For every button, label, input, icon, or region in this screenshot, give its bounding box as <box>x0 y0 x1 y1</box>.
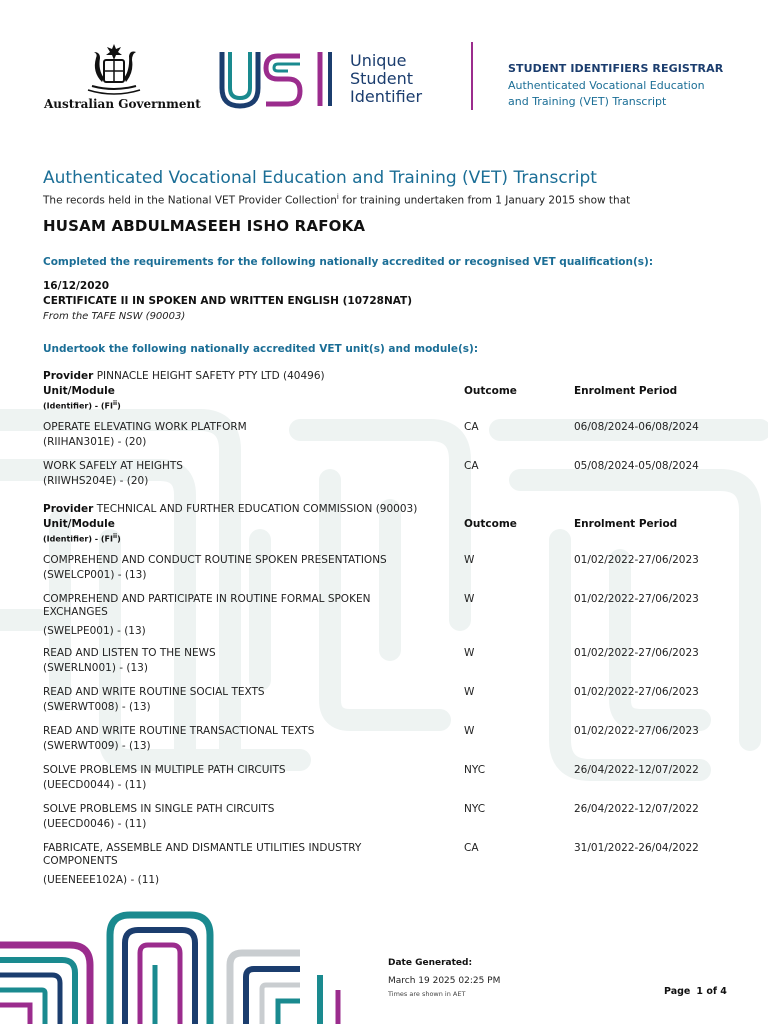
unit-identifier: (UEECD0044) - (11) <box>43 779 147 791</box>
unit-identifier: (SWELCP001) - (13) <box>43 569 147 581</box>
intro-after: for training undertaken from 1 January 2015 show that <box>338 194 631 207</box>
unit-outcome: W <box>464 593 475 605</box>
document-title: Authenticated Vocational Education and Training (VET) Transcript <box>43 168 597 188</box>
column-outcome-header: Outcome <box>464 518 517 530</box>
usi-word-2: Student <box>350 69 413 88</box>
unit-enrolment-period: 06/08/2024-06/08/2024 <box>574 421 699 433</box>
header-divider <box>471 42 473 110</box>
provider-label: Provider <box>43 370 94 382</box>
unit-name: SOLVE PROBLEMS IN MULTIPLE PATH CIRCUITS <box>43 764 286 776</box>
unit-name: OPERATE ELEVATING WORK PLATFORM <box>43 421 247 433</box>
footer-decorative-pattern <box>0 905 360 1024</box>
unit-enrolment-period: 01/02/2022-27/06/2023 <box>574 593 699 605</box>
unit-outcome: CA <box>464 842 479 854</box>
identifier-header-sup: ii <box>113 533 118 540</box>
unit-enrolment-period: 01/02/2022-27/06/2023 <box>574 647 699 659</box>
units-heading: Undertook the following nationally accredited VET unit(s) and module(s): <box>43 343 479 355</box>
unit-identifier: (UEENEEE102A) - (11) <box>43 874 160 886</box>
registrar-subtitle-1: Authenticated Vocational Education <box>508 79 705 92</box>
usi-wordmark <box>350 52 422 106</box>
provider-label: Provider <box>43 503 94 515</box>
date-generated-label: Date Generated: <box>388 958 473 968</box>
unit-outcome: W <box>464 647 475 659</box>
student-name: HUSAM ABDULMASEEH ISHO RAFOKA <box>43 217 366 235</box>
usi-word-1: Unique <box>350 51 407 70</box>
coat-of-arms-icon <box>74 42 154 96</box>
intro-before: The records held in the National VET Provider Collection <box>43 194 337 207</box>
registrar-subtitle-2: and Training (VET) Transcript <box>508 95 667 108</box>
provider-name: TECHNICAL AND FURTHER EDUCATION COMMISSION (90003) <box>96 503 418 515</box>
unit-name: READ AND WRITE ROUTINE TRANSACTIONAL TEXTS <box>43 725 315 737</box>
unit-name: COMPREHEND AND PARTICIPATE IN ROUTINE FORMAL SPOKEN EXCHANGES <box>43 593 371 618</box>
qualification-provider: From the TAFE NSW (90003) <box>43 311 186 322</box>
unit-enrolment-period: 26/04/2022-12/07/2022 <box>574 764 699 776</box>
unit-outcome: CA <box>464 460 479 472</box>
unit-outcome: W <box>464 686 475 698</box>
qualifications-heading: Completed the requirements for the following nationally accredited or recognised VET qualification(s): <box>43 256 654 268</box>
page-value: 1 of 4 <box>696 986 727 997</box>
provider-name: PINNACLE HEIGHT SAFETY PTY LTD (40496) <box>96 370 325 382</box>
usi-logo-icon <box>216 48 341 110</box>
unit-identifier: (RIIHAN301E) - (20) <box>43 436 147 448</box>
provider-row <box>43 370 325 382</box>
unit-enrolment-period: 01/02/2022-27/06/2023 <box>574 686 699 698</box>
unit-enrolment-period: 26/04/2022-12/07/2022 <box>574 803 699 815</box>
qualification-name: CERTIFICATE II IN SPOKEN AND WRITTEN ENGLISH (10728NAT) <box>43 295 413 307</box>
page-number <box>664 986 727 997</box>
timezone-note: Times are shown in AET <box>388 990 466 998</box>
registrar-title: STUDENT IDENTIFIERS REGISTRAR <box>508 62 724 75</box>
unit-name: READ AND LISTEN TO THE NEWS <box>43 647 216 659</box>
unit-outcome: W <box>464 554 475 566</box>
unit-identifier: (SWERWT008) - (13) <box>43 701 151 713</box>
registrar-block <box>508 62 748 110</box>
unit-outcome: CA <box>464 421 479 433</box>
identifier-header-close: ) <box>117 401 121 411</box>
column-period-header: Enrolment Period <box>574 385 678 397</box>
usi-word-3: Identifier <box>350 87 423 106</box>
identifier-header-text: (Identifier) - (FI <box>43 534 113 544</box>
unit-identifier: (UEECD0046) - (11) <box>43 818 147 830</box>
intro-footnote-ref: i <box>336 193 339 201</box>
unit-identifier: (SWERLN001) - (13) <box>43 662 148 674</box>
identifier-header-sup: ii <box>113 400 118 407</box>
unit-outcome: W <box>464 725 475 737</box>
column-unit-header: Unit/Module <box>43 385 115 397</box>
intro-text <box>43 193 630 207</box>
unit-enrolment-period: 31/01/2022-26/04/2022 <box>574 842 699 854</box>
unit-enrolment-period: 05/08/2024-05/08/2024 <box>574 460 699 472</box>
unit-enrolment-period: 01/02/2022-27/06/2023 <box>574 554 699 566</box>
column-outcome-header: Outcome <box>464 385 517 397</box>
unit-outcome: NYC <box>464 764 486 776</box>
unit-name: WORK SAFELY AT HEIGHTS <box>43 460 183 472</box>
unit-identifier: (SWERWT009) - (13) <box>43 740 151 752</box>
unit-outcome: NYC <box>464 803 486 815</box>
identifier-header-text: (Identifier) - (FI <box>43 401 113 411</box>
qualification-date: 16/12/2020 <box>43 280 110 292</box>
column-unit-header: Unit/Module <box>43 518 115 530</box>
unit-name: READ AND WRITE ROUTINE SOCIAL TEXTS <box>43 686 265 698</box>
column-identifier-header <box>43 533 121 544</box>
column-period-header: Enrolment Period <box>574 518 678 530</box>
unit-name: FABRICATE, ASSEMBLE AND DISMANTLE UTILITIES INDUSTRY COMPONENTS <box>43 842 362 867</box>
australian-government-logo <box>44 42 201 112</box>
date-generated-value: March 19 2025 02:25 PM <box>388 976 501 986</box>
government-name: Australian Government <box>44 97 201 111</box>
page-label: Page <box>664 986 691 997</box>
identifier-header-close: ) <box>117 534 121 544</box>
unit-identifier: (SWELPE001) - (13) <box>43 625 146 637</box>
column-identifier-header <box>43 400 121 411</box>
unit-name: SOLVE PROBLEMS IN SINGLE PATH CIRCUITS <box>43 803 275 815</box>
unit-enrolment-period: 01/02/2022-27/06/2023 <box>574 725 699 737</box>
unit-name: COMPREHEND AND CONDUCT ROUTINE SPOKEN PRESENTATIONS <box>43 554 387 566</box>
provider-row <box>43 503 417 515</box>
unit-identifier: (RIIWHS204E) - (20) <box>43 475 149 487</box>
